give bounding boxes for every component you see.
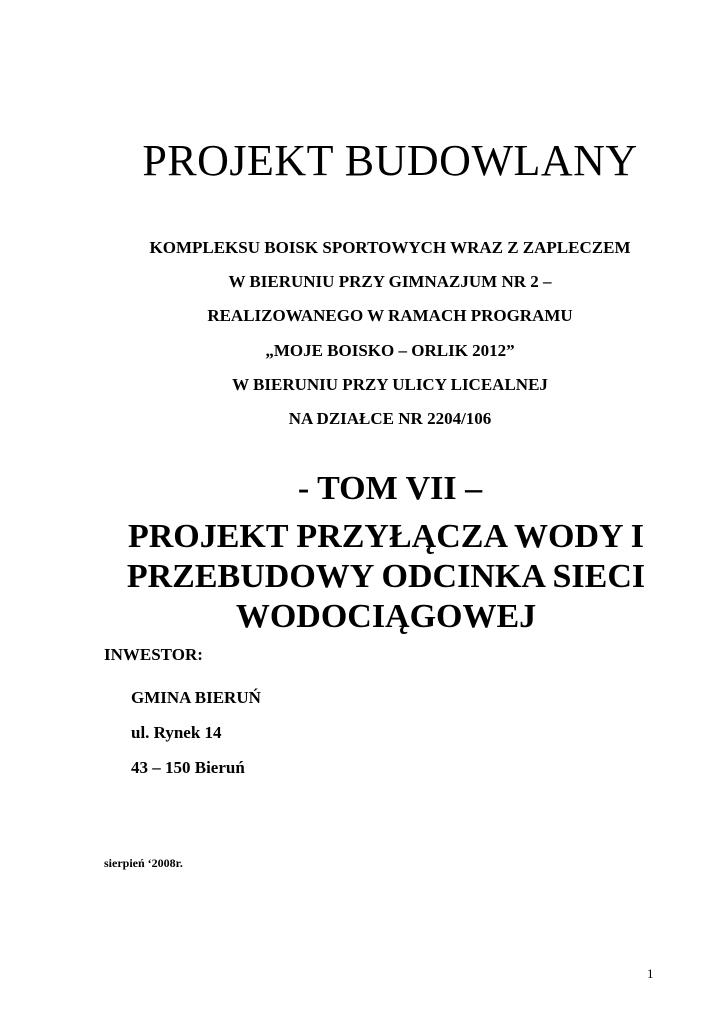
investor-postal-city: 43 – 150 Bieruń: [131, 758, 245, 777]
page-number: 1: [647, 966, 654, 981]
description-line: W BIERUNIU PRZY GIMNAZJUM NR 2 –: [228, 272, 552, 292]
document-title: PROJEKT BUDOWLANY: [142, 136, 638, 185]
document-date: sierpień ‘2008r.: [104, 856, 183, 870]
investor-details: [131, 680, 261, 785]
section-title: [0, 517, 724, 637]
section-title-line: PRZEBUDOWY ODCINKA SIECI: [126, 558, 646, 595]
description-line: KOMPLEKSU BOISK SPORTOWYCH WRAZ Z ZAPLECZEM: [149, 238, 631, 257]
investor-label: INWESTOR:: [104, 645, 203, 664]
investor-name: GMINA BIERUŃ: [131, 688, 261, 707]
description-line: „MOJE BOISKO – ORLIK 2012”: [265, 340, 515, 360]
description-line: W BIERUNIU PRZY ULICY LICEALNEJ: [232, 374, 548, 394]
section-title-line: WODOCIĄGOWEJ: [235, 598, 537, 635]
section-title-line: PROJEKT PRZYŁĄCZA WODY I: [127, 518, 645, 555]
investor-street: ul. Rynek 14: [131, 723, 222, 742]
description-line: NA DZIAŁCE NR 2204/106: [288, 409, 492, 429]
project-description: [0, 231, 724, 436]
volume-heading: - TOM VII –: [297, 470, 483, 507]
description-line: REALIZOWANEGO W RAMACH PROGRAMU: [207, 306, 573, 326]
